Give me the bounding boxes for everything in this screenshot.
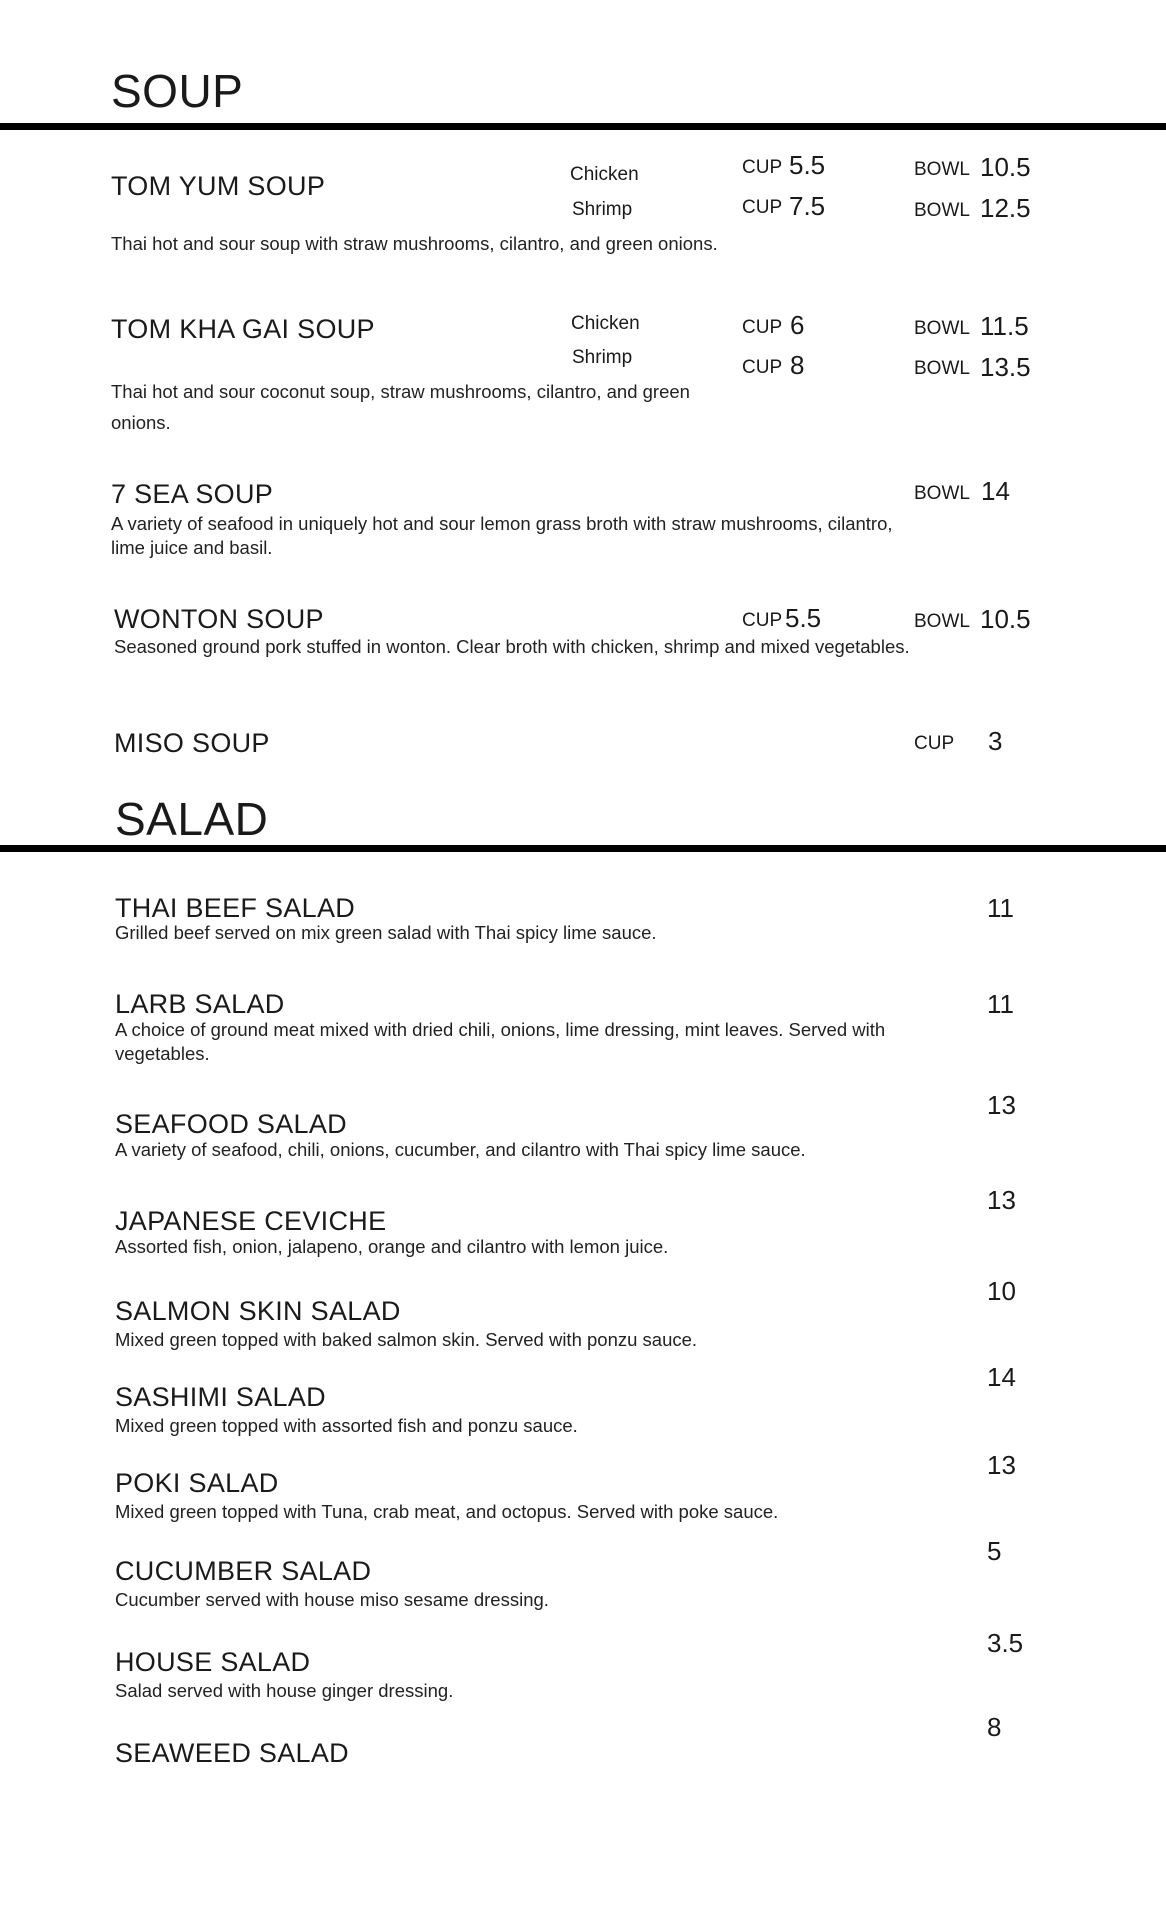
item-name: WONTON SOUP xyxy=(114,604,324,634)
item-price: 11 xyxy=(987,893,1014,923)
item-price: 11 xyxy=(987,989,1014,1019)
item-price: 3.5 xyxy=(987,1628,1024,1658)
bowl-label: BOWL xyxy=(914,318,970,339)
item-description: Grilled beef served on mix green salad with Thai spicy lime sauce. xyxy=(115,922,657,943)
price-bowl: 14 xyxy=(981,476,1010,506)
salad-divider xyxy=(0,845,1166,852)
price-chicken-cup: 5.5 xyxy=(789,150,826,180)
item-name: THAI BEEF SALAD xyxy=(115,893,356,923)
bowl-label: BOWL xyxy=(914,159,970,180)
bowl-label: BOWL xyxy=(914,358,970,379)
item-price: 10 xyxy=(987,1276,1016,1306)
price-chicken-bowl: 10.5 xyxy=(980,152,1031,182)
item-price: 14 xyxy=(987,1362,1016,1392)
item-description: Cucumber served with house miso sesame dressing. xyxy=(115,1589,549,1610)
cup-label: CUP xyxy=(742,197,783,218)
bowl-label: BOWL xyxy=(914,611,970,632)
soup-divider xyxy=(0,123,1166,130)
item-price: 13 xyxy=(987,1185,1016,1215)
item-name: TOM YUM SOUP xyxy=(111,171,326,201)
item-name: HOUSE SALAD xyxy=(115,1647,311,1677)
price-bowl: 10.5 xyxy=(980,604,1031,634)
price-shrimp-bowl: 12.5 xyxy=(980,193,1031,223)
item-name: POKI SALAD xyxy=(115,1468,279,1498)
item-price: 13 xyxy=(987,1450,1016,1480)
price-shrimp-bowl: 13.5 xyxy=(980,352,1031,382)
item-description: Mixed green topped with baked salmon skin. Served with ponzu sauce. xyxy=(115,1329,698,1350)
variant-shrimp: Shrimp xyxy=(572,199,633,220)
item-description: A variety of seafood in uniquely hot and sour lemon grass broth with straw mushrooms, cilantro, lime juice and basil. xyxy=(111,513,893,558)
cup-label: CUP xyxy=(742,357,783,378)
cup-label: CUP xyxy=(914,733,955,754)
item-price: 13 xyxy=(987,1090,1016,1120)
item-name: LARB SALAD xyxy=(115,989,285,1019)
item-price: 5 xyxy=(987,1536,1002,1566)
item-description: Assorted fish, onion, jalapeno, orange and cilantro with lemon juice. xyxy=(115,1236,669,1257)
item-description: Mixed green topped with Tuna, crab meat, and octopus. Served with poke sauce. xyxy=(115,1501,779,1522)
item-name: SALMON SKIN SALAD xyxy=(115,1296,401,1326)
soup-section-title: SOUP xyxy=(111,65,244,117)
bowl-label: BOWL xyxy=(914,200,970,221)
item-name: MISO SOUP xyxy=(114,728,270,758)
variant-chicken: Chicken xyxy=(570,164,639,185)
price-shrimp-cup: 8 xyxy=(790,350,805,380)
item-price: 8 xyxy=(987,1712,1002,1742)
item-description: Thai hot and sour soup with straw mushrooms, cilantro, and green onions. xyxy=(111,233,718,254)
cup-label: CUP xyxy=(742,610,783,631)
price-cup: 3 xyxy=(988,726,1003,756)
price-shrimp-cup: 7.5 xyxy=(789,191,826,221)
item-description: Salad served with house ginger dressing. xyxy=(115,1680,454,1701)
item-name: CUCUMBER SALAD xyxy=(115,1556,372,1586)
item-name: TOM KHA GAI SOUP xyxy=(111,314,375,344)
cup-label: CUP xyxy=(742,317,783,338)
item-name: SEAWEED SALAD xyxy=(115,1738,349,1768)
cup-label: CUP xyxy=(742,157,783,178)
bowl-label: BOWL xyxy=(914,483,970,504)
item-description: Thai hot and sour coconut soup, straw mushrooms, cilantro, and green onions. xyxy=(111,381,690,433)
item-name: SEAFOOD SALAD xyxy=(115,1109,347,1139)
price-chicken-cup: 6 xyxy=(790,310,805,340)
item-description: A variety of seafood, chili, onions, cucumber, and cilantro with Thai spicy lime sauce. xyxy=(115,1139,806,1160)
item-description: A choice of ground meat mixed with dried chili, onions, lime dressing, mint leaves. Served with vegetables. xyxy=(115,1019,886,1064)
price-cup: 5.5 xyxy=(785,603,822,633)
item-name: JAPANESE CEVICHE xyxy=(115,1206,387,1236)
price-chicken-bowl: 11.5 xyxy=(980,311,1029,341)
item-description: Mixed green topped with assorted fish and ponzu sauce. xyxy=(115,1415,578,1436)
item-name: SASHIMI SALAD xyxy=(115,1382,326,1412)
variant-chicken: Chicken xyxy=(571,313,640,334)
salad-section-title: SALAD xyxy=(115,793,269,845)
variant-shrimp: Shrimp xyxy=(572,347,633,368)
item-name: 7 SEA SOUP xyxy=(111,479,274,509)
item-description: Seasoned ground pork stuffed in wonton. Clear broth with chicken, shrimp and mixed vegetables. xyxy=(114,636,910,657)
